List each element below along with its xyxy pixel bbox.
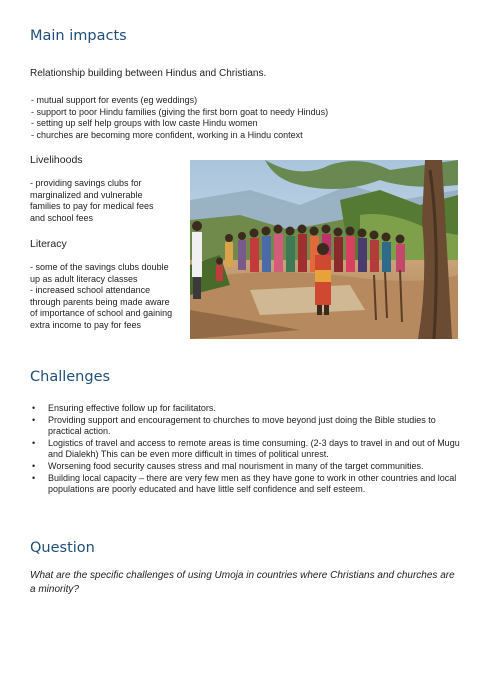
literacy-line: - some of the savings clubs double: [30, 262, 169, 272]
photo-illustration: [190, 160, 458, 339]
challenge-text: Building local capacity – there are very few men as they have gone to work in other countries and local populations are poorly educated and have little self confidence and self esteem.: [48, 472, 457, 495]
literacy-line: up as adult literacy classes: [30, 273, 138, 284]
challenge-text: Logistics of travel and access to remote areas is time consuming. (2-3 days to travel in and out of Mugu and Dialekh) This can be even more difficult in times of political unrest.: [48, 437, 460, 460]
literacy-line: through parents being made aware: [30, 296, 170, 307]
relationship-point: - mutual support for events (eg weddings): [31, 95, 198, 105]
livelihoods-line: and school fees: [30, 212, 94, 223]
challenge-item: [30, 461, 460, 473]
literacy-text: [30, 262, 172, 332]
literacy-title: Literacy: [30, 238, 67, 250]
livelihoods-line: - providing savings clubs for: [30, 178, 142, 188]
bullet-icon: •: [32, 472, 36, 483]
challenges-list: [30, 403, 460, 496]
bullet-icon: •: [32, 403, 36, 413]
relationship-title: Relationship building between Hindus and Christians.: [30, 68, 267, 79]
bullet-icon: •: [32, 437, 36, 448]
livelihoods-line: marginalized and vulnerable: [30, 189, 143, 200]
literacy-line: - increased school attendance: [30, 285, 151, 296]
relationship-point: - support to poor Hindu families (giving the first born goat to needy Hindus): [31, 106, 329, 117]
bullet-icon: •: [32, 414, 36, 425]
main-impacts-heading: Main impacts: [30, 28, 127, 44]
livelihoods-title: Livelihoods: [30, 154, 83, 166]
challenge-item: [30, 473, 460, 496]
challenges-heading: Challenges: [30, 369, 111, 385]
relationship-point: - setting up self help groups with low caste Hindu women: [31, 118, 258, 128]
challenge-item: [30, 415, 460, 438]
challenge-text: Providing support and encouragement to churches to move beyond just doing the Bible studies to practical action.: [48, 414, 436, 437]
literacy-line: extra income to pay for fees: [30, 319, 142, 330]
relationship-point: - churches are becoming more confident, working in a Hindu context: [31, 129, 303, 140]
question-text: What are the specific challenges of using Umoja in countries where Christians and churches are a minority?: [30, 570, 455, 595]
community-group-photo: [190, 160, 458, 339]
challenge-item: [30, 438, 460, 461]
challenge-text: Ensuring effective follow up for facilitators.: [48, 403, 216, 413]
livelihoods-line: families to pay for medical fees: [30, 201, 154, 212]
literacy-line: of importance of school and gaining: [30, 308, 173, 319]
livelihoods-text: [30, 178, 154, 224]
question-heading: Question: [30, 540, 95, 556]
bullet-icon: •: [32, 460, 36, 471]
challenge-item: [30, 403, 460, 415]
challenge-text: Worsening food security causes stress and mal nourisment in many of the target communities.: [48, 460, 424, 471]
